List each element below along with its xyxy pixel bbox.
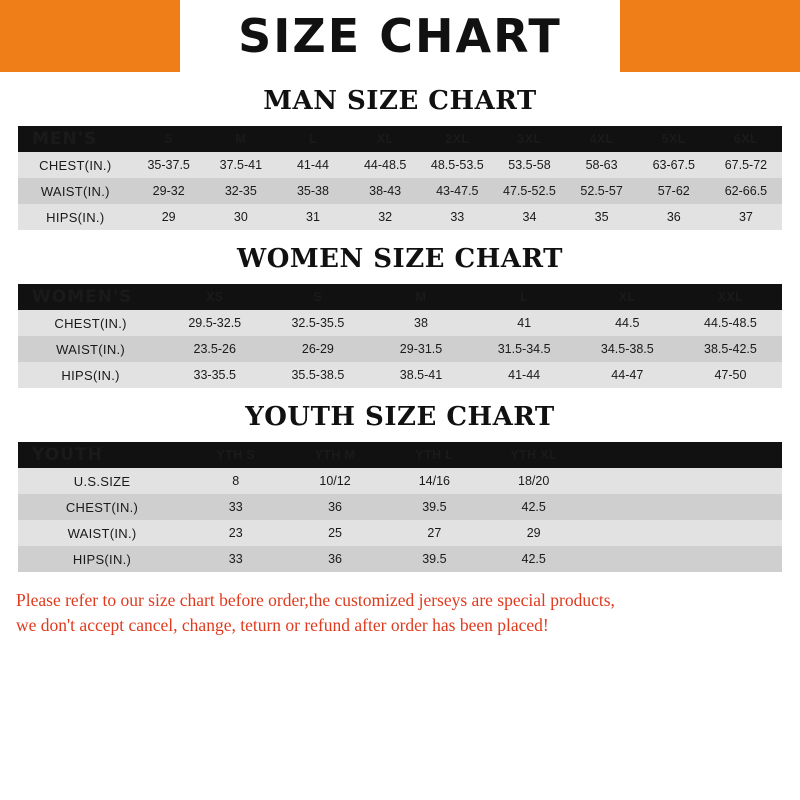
table-body-man (18, 152, 782, 230)
table-cell-empty (683, 520, 782, 546)
table-cell: 26-29 (301, 342, 334, 356)
section-title-man: MAN SIZE CHART (263, 86, 537, 116)
table-cell: 14/16 (418, 474, 450, 488)
table-row (18, 362, 782, 388)
table-cell: 58-63 (585, 158, 618, 172)
table-header-row (18, 442, 782, 468)
column-header: YTH XL (510, 448, 558, 462)
table-cell: 29 (526, 526, 541, 540)
table-header-youth (18, 442, 782, 468)
table-cell-empty (683, 494, 782, 520)
table-cell: 33 (228, 552, 243, 566)
table-cell: 44.5 (615, 316, 640, 330)
table-cell: 32.5-35.5 (291, 316, 345, 330)
column-header: YTH S (216, 448, 256, 462)
table-cell: 29.5-32.5 (188, 316, 242, 330)
row-header: WAIST(IN.) (56, 341, 126, 357)
table-cell: 35 (594, 210, 609, 224)
table-cell: 44.5-48.5 (704, 316, 757, 330)
header-banner-inner (180, 0, 620, 72)
table-row (18, 520, 782, 546)
table-cell: 33 (450, 210, 465, 224)
table-cell: 35-37.5 (147, 158, 190, 172)
column-header: 3XL (517, 132, 542, 146)
table-youth-size-chart (18, 442, 782, 572)
table-body-youth (18, 468, 782, 572)
row-header: CHEST(IN.) (54, 315, 127, 331)
table-cell: 44-48.5 (363, 158, 407, 172)
table-cell: 47-50 (714, 368, 747, 382)
table-cell: 10/12 (319, 474, 351, 488)
column-header: XS (205, 290, 224, 304)
table-women-size-chart (18, 284, 782, 388)
row-header: CHEST(IN.) (65, 499, 139, 515)
table-cell: 38-43 (369, 184, 402, 198)
table-cell-empty (583, 546, 682, 572)
table-cell: 31 (306, 210, 320, 224)
column-header: 4XL (589, 132, 614, 146)
table-cell: 33-35.5 (193, 368, 236, 382)
table-cell: 41-44 (296, 158, 329, 172)
table-cell: 52.5-57 (580, 184, 623, 198)
row-header: WAIST(IN.) (67, 525, 137, 541)
row-header: HIPS(IN.) (46, 209, 105, 225)
table-cell: 32 (378, 210, 393, 224)
column-header: YTH M (314, 448, 356, 462)
table-row (18, 546, 782, 572)
table-row (18, 468, 782, 494)
column-header: XL (376, 132, 394, 146)
table-body-women (18, 310, 782, 388)
table-cell: 30 (233, 210, 248, 224)
table-cell: 23 (228, 526, 243, 540)
table-row (18, 178, 782, 204)
table-cell: 42.5 (521, 552, 546, 566)
row-header: WAIST(IN.) (40, 183, 110, 199)
table-cell: 35.5-38.5 (291, 368, 345, 382)
column-header-empty (583, 442, 682, 468)
page-title: SIZE CHART (238, 9, 562, 63)
row-header: CHEST(IN.) (39, 157, 112, 173)
section-women (0, 244, 800, 388)
column-header: 5XL (661, 132, 686, 146)
table-cell: 37.5-41 (219, 158, 263, 172)
column-header: L (308, 132, 317, 146)
table-cell: 39.5 (422, 500, 447, 514)
table-cell: 47.5-52.5 (503, 184, 556, 198)
order-notice-line-2: we don't accept cancel, change, teturn or refund after order has been placed! (16, 615, 549, 636)
table-cell: 34.5-38.5 (600, 342, 654, 356)
column-header-empty (683, 442, 782, 468)
table-cell: 29-31.5 (399, 342, 443, 356)
section-man (0, 86, 800, 230)
table-header-row (18, 126, 782, 152)
table-cell: 33 (228, 500, 243, 514)
table-header-row (18, 284, 782, 310)
table-cell: 41-44 (508, 368, 541, 382)
table-cell: 41 (517, 316, 532, 330)
table-cell-empty (683, 546, 782, 572)
table-cell: 25 (328, 526, 342, 540)
column-header-corner: WOMEN'S (32, 287, 133, 307)
table-row (18, 152, 782, 178)
column-header: YTH L (415, 448, 454, 462)
header-banner (0, 0, 800, 72)
table-man-size-chart (18, 126, 782, 230)
column-header: M (415, 290, 427, 304)
table-cell: 38.5-42.5 (704, 342, 757, 356)
order-notice (0, 588, 800, 639)
table-row (18, 204, 782, 230)
order-notice-line-1: Please refer to our size chart before order,the customized jerseys are special products, (16, 590, 615, 610)
table-cell: 36 (328, 500, 342, 514)
table-cell: 8 (232, 474, 240, 488)
table-cell: 35-38 (296, 184, 329, 198)
table-header-women (18, 284, 782, 310)
table-cell: 36 (666, 210, 681, 224)
column-header: M (235, 132, 247, 146)
column-header: 6XL (733, 132, 758, 146)
section-title-women: WOMEN SIZE CHART (237, 244, 563, 274)
table-cell-empty (583, 468, 682, 494)
row-header: U.S.SIZE (73, 473, 131, 489)
table-cell: 29-32 (152, 184, 185, 198)
table-row (18, 494, 782, 520)
table-row (18, 310, 782, 336)
table-cell: 34 (522, 210, 537, 224)
table-cell: 27 (427, 526, 442, 540)
table-cell: 48.5-53.5 (430, 158, 484, 172)
table-cell: 38.5-41 (399, 368, 443, 382)
table-cell: 42.5 (521, 500, 546, 514)
row-header: HIPS(IN.) (72, 551, 132, 567)
table-cell: 29 (161, 210, 176, 224)
table-cell: 44-47 (611, 368, 644, 382)
column-header-corner: MEN'S (32, 129, 98, 149)
table-cell-empty (683, 468, 782, 494)
row-header: HIPS(IN.) (61, 367, 120, 383)
table-header-man (18, 126, 782, 152)
column-header: L (520, 290, 529, 304)
column-header: S (164, 132, 174, 146)
table-cell: 43-47.5 (436, 184, 479, 198)
table-cell: 18/20 (518, 474, 550, 488)
table-cell: 39.5 (422, 552, 447, 566)
column-header: XXL (717, 290, 744, 304)
table-cell: 62-66.5 (724, 184, 768, 198)
table-cell-empty (583, 520, 682, 546)
section-title-youth: YOUTH SIZE CHART (245, 402, 555, 432)
column-header: XL (618, 290, 636, 304)
table-row (18, 336, 782, 362)
table-cell: 36 (328, 552, 342, 566)
table-cell: 63-67.5 (652, 158, 695, 172)
column-header: 2XL (445, 132, 470, 146)
table-cell: 38 (414, 316, 428, 330)
table-cell: 32-35 (224, 184, 257, 198)
table-cell: 53.5-58 (508, 158, 551, 172)
section-youth (0, 402, 800, 572)
table-cell: 23.5-26 (193, 342, 236, 356)
table-cell-empty (583, 494, 682, 520)
table-cell: 67.5-72 (724, 158, 768, 172)
table-cell: 57-62 (657, 184, 690, 198)
table-cell: 31.5-34.5 (497, 342, 551, 356)
table-cell: 37 (738, 210, 753, 224)
column-header-corner: YOUTH (32, 445, 103, 465)
column-header: S (313, 290, 323, 304)
